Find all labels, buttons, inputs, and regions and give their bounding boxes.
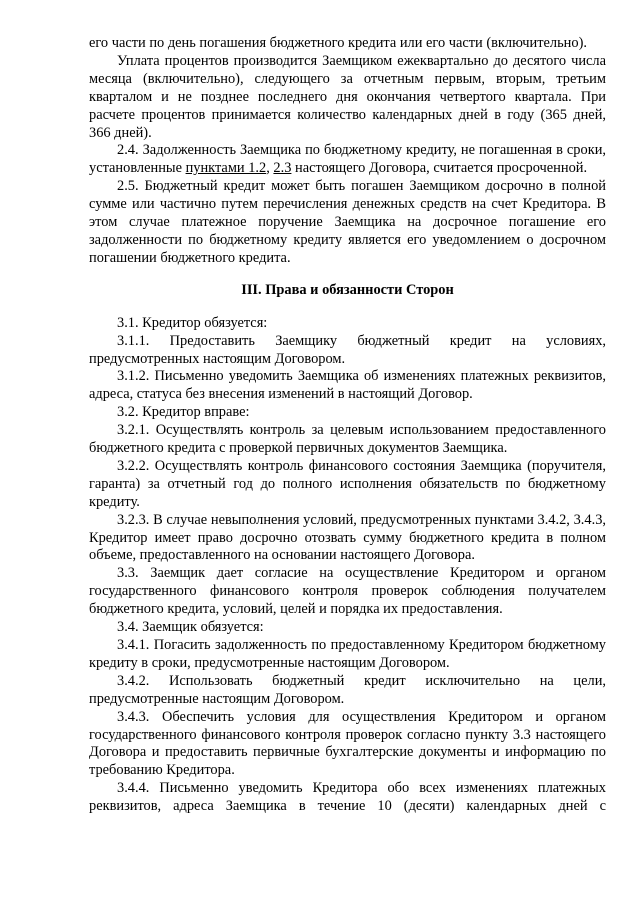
paragraph-3-4-1: 3.4.1. Погасить задолженность по предоставленному Кредитором бюджетному кредиту в сроки, предусмотренные настоящим Договором. bbox=[89, 637, 606, 671]
separator-text: , bbox=[266, 160, 274, 177]
section-title: III. Права и обязанности Сторон bbox=[241, 281, 454, 298]
paragraph-3-2-1: 3.2.1. Осуществлять контроль за целевым использованием предоставленного бюджетного кредита с проверкой первичных документов Заемщика. bbox=[89, 422, 606, 457]
paragraph-3-1-1: 3.1.1. Предоставить Заемщику бюджетный кредит на условиях, предусмотренных настоящим Договором. bbox=[89, 332, 606, 367]
paragraph-3-4-3: 3.4.3. Обеспечить условия для осуществления Кредитором и органом государственного финансового контроля проверок согласно пункту 3.3 настоящего Договора и предоставить первичные бухгалтерские документы и информацию по требованию Кредитора. bbox=[89, 708, 606, 779]
paragraph-3-4-2: 3.4.2. Использовать бюджетный кредит исключительно на цели, предусмотренные настоящим Договором. bbox=[89, 672, 606, 707]
paragraph-3-3: 3.3. Заемщик дает согласие на осуществление Кредитором и органом государственного финансового контроля проверок соблюдения получателем бюджетного кредита, условий, целей и порядка их предоставления. bbox=[89, 565, 606, 618]
paragraph-3-4-4: 3.4.4. Письменно уведомить Кредитора обо всех изменениях платежных реквизитов, адреса Заемщика в течение 10 (десяти) календарных дней с bbox=[89, 780, 606, 815]
paragraph-2-4 bbox=[89, 142, 606, 178]
paragraph-3-4: 3.4. Заемщик обязуется: bbox=[117, 619, 264, 636]
paragraph-continuation: его части по день погашения бюджетного кредита или его части (включительно). bbox=[89, 35, 587, 51]
paragraph-3-2-3: 3.2.3. В случае невыполнения условий, предусмотренных пунктами 3.4.2, 3.4.3, Кредитор имеет право досрочно отозвать сумму бюджетного кредита в полном объеме, предоставленного на основании настоящего Договора. bbox=[89, 511, 606, 564]
paragraph-3-2-2: 3.2.2. Осуществлять контроль финансового состояния Заемщика (поручителя, гаранта) за отчетный год до полного исполнения обязательств по бюджетному кредиту. bbox=[89, 457, 606, 510]
link-clauses-1-2[interactable]: пунктами 1.2 bbox=[185, 160, 267, 177]
paragraph-3-2: 3.2. Кредитор вправе: bbox=[117, 404, 250, 421]
link-clause-2-3[interactable]: 2.3 bbox=[273, 160, 292, 177]
paragraph-2-4-text: 2.4. Задолженность Заемщика по бюджетному кредиту, не погашенная в сроки, установленные bbox=[89, 142, 606, 177]
paragraph-3-1-2: 3.1.2. Письменно уведомить Заемщика об изменениях платежных реквизитов, адреса, статуса без внесения изменений в настоящий Договор. bbox=[89, 368, 606, 403]
paragraph-2-5: 2.5. Бюджетный кредит может быть погашен Заемщиком досрочно в полной сумме или частично путем перечисления денежных средств на счет Кредитора. В этом случае платежное поручение Заемщика на досрочное погашение его задолженности по бюджетному кредиту является его уведомлением о досрочном погашении бюджетного кредита. bbox=[89, 178, 606, 266]
paragraph-3-1: 3.1. Кредитор обязуется: bbox=[117, 314, 268, 331]
paragraph-2-4-tail: настоящего Договора, считается просроченной. bbox=[291, 160, 588, 177]
paragraph-interest-payment: Уплата процентов производится Заемщиком ежеквартально до десятого числа месяца (включительно), следующего за отчетным первым, вторым, третьим кварталом и не позднее последнего дня окончания четвертого квартала. При расчете процентов принимается количество календарных дней в году (365 дней, 366 дней). bbox=[89, 52, 606, 141]
